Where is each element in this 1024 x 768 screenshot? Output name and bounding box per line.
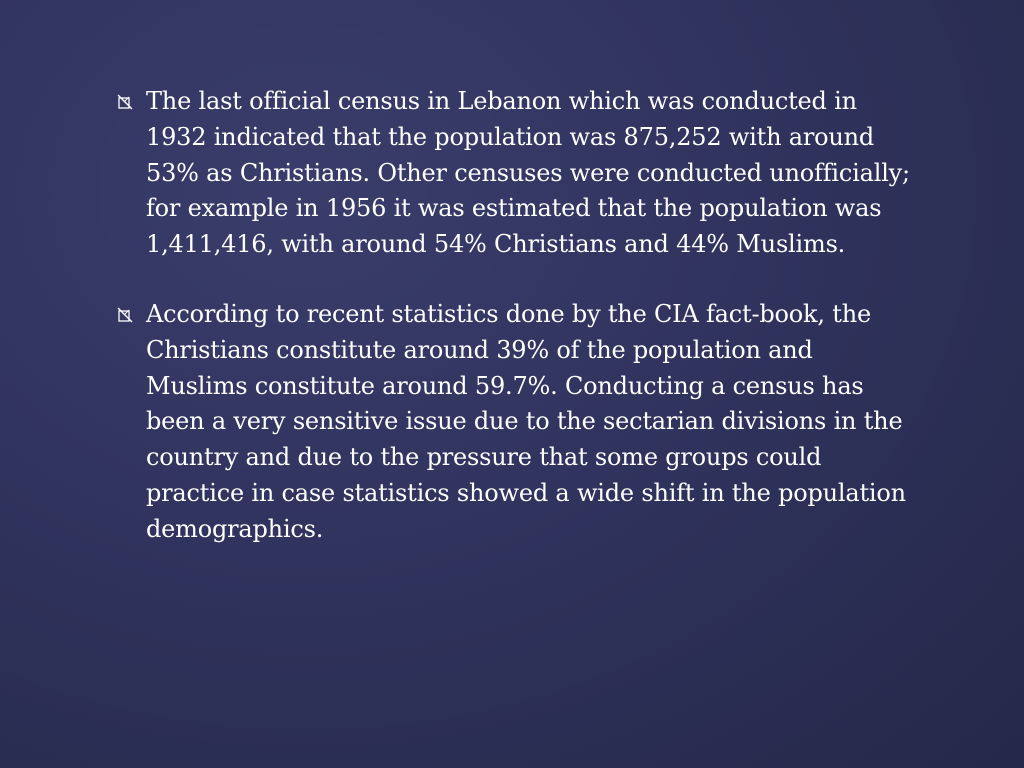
cross-out-icon xyxy=(116,306,134,324)
bullet-item-census-1932 xyxy=(110,84,910,263)
bullet-list xyxy=(110,84,910,548)
cross-out-icon xyxy=(116,93,134,111)
bullet-item-cia-factbook xyxy=(110,297,910,548)
bullet-text: The last official census in Lebanon which was conducted in 1932 indicated that the population was 875,252 with around 53% as Christians. Other censuses were conducted unofficially; for example in 1956 it was estimated that the population was 1,411,416, with around 54% Christians and 44% Muslims. xyxy=(146,87,910,259)
bullet-text: According to recent statistics done by the CIA fact-book, the Christians constitute around 39% of the population and Muslims constitute around 59.7%. Conducting a census has been a very sensitive issue due to the sectarian divisions in the country and due to the pressure that some groups could practice in case statistics showed a wide shift in the population demographics. xyxy=(146,299,906,543)
